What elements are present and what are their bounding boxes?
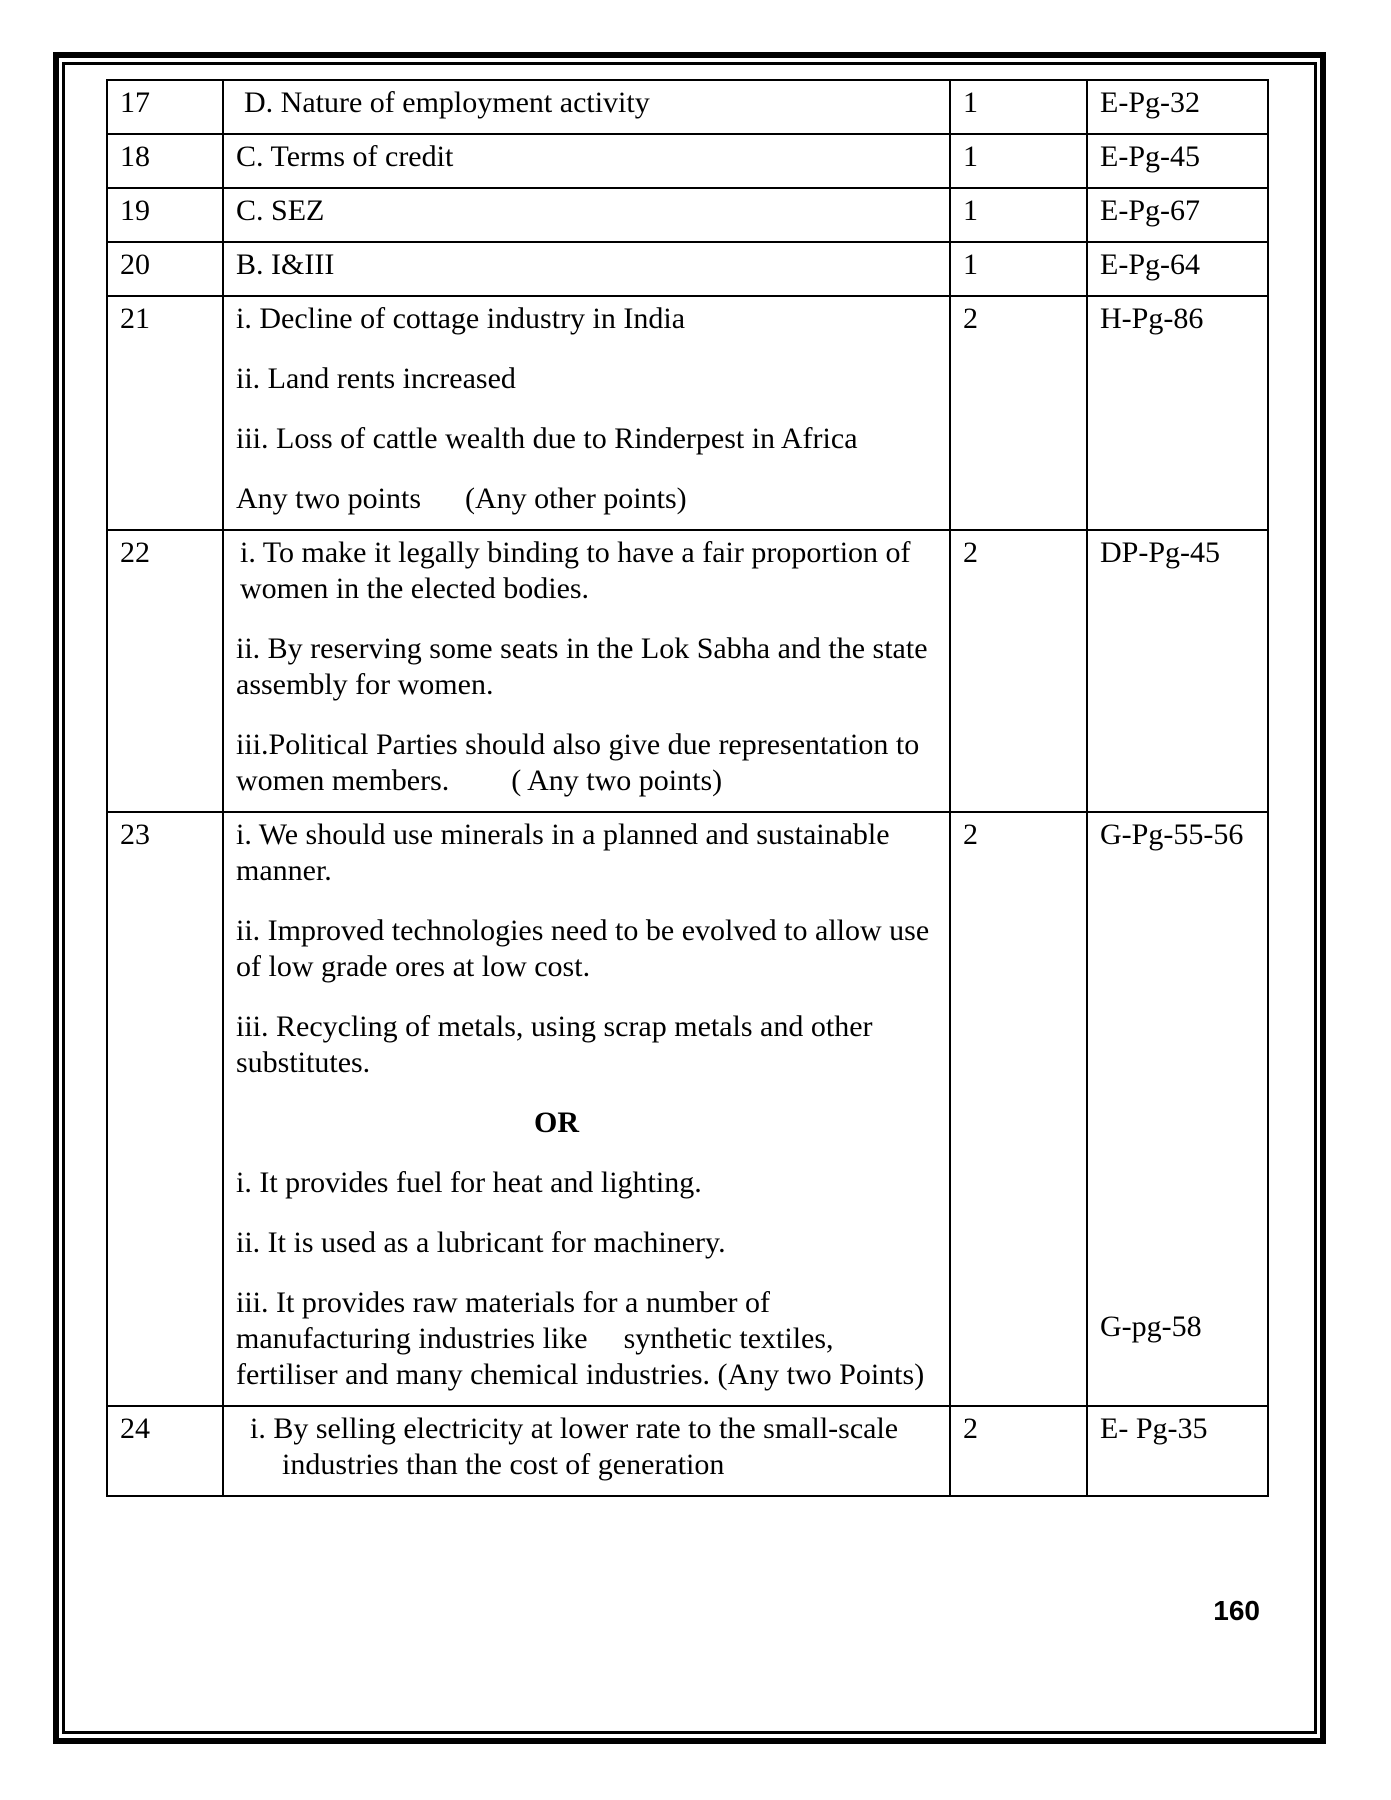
answer-point: ii. It is used as a lubricant for machinery. xyxy=(236,1226,726,1259)
answer-point: ii. Improved technologies need to be evolved to allow use of low grade ores at low cost. xyxy=(236,914,930,983)
answer-text: B. I&III xyxy=(223,242,950,296)
question-number: 21 xyxy=(107,296,223,530)
table-row xyxy=(107,188,1268,242)
question-number: 24 xyxy=(107,1406,223,1496)
page-reference: E-Pg-32 xyxy=(1087,80,1268,134)
page-reference-alternate: G-pg-58 xyxy=(1100,1310,1202,1343)
question-number: 19 xyxy=(107,188,223,242)
answer-point: i. To make it legally binding to have a fair proportion of women in the elected bodies. xyxy=(240,536,911,605)
answer-point: iii.Political Parties should also give due representation to women members. ( Any two points) xyxy=(236,728,920,797)
page-reference: E-Pg-67 xyxy=(1087,188,1268,242)
marks-cell: 1 xyxy=(950,134,1087,188)
table-row xyxy=(107,296,1268,530)
table-row xyxy=(107,1406,1268,1496)
answer-point: ii. Land rents increased xyxy=(236,362,516,395)
answer-text xyxy=(223,812,950,1406)
table-row xyxy=(107,134,1268,188)
question-number: 17 xyxy=(107,80,223,134)
marks-cell: 2 xyxy=(950,1406,1087,1496)
answer-text: C. SEZ xyxy=(223,188,950,242)
page-reference: E- Pg-35 xyxy=(1087,1406,1268,1496)
table-row xyxy=(107,812,1268,1406)
marks-cell: 2 xyxy=(950,530,1087,812)
marks-cell: 2 xyxy=(950,296,1087,530)
answer-point: iii. Recycling of metals, using scrap metals and other substitutes. xyxy=(236,1010,873,1079)
marks-cell: 1 xyxy=(950,188,1087,242)
answer-point: iii. It provides raw materials for a number of manufacturing industries like synthetic textiles, fertiliser and many chemical industries. (Any two Points) xyxy=(236,1286,925,1391)
answer-point: i. We should use minerals in a planned and sustainable manner. xyxy=(236,818,890,887)
or-separator: OR xyxy=(534,1106,579,1139)
question-number: 20 xyxy=(107,242,223,296)
page-reference xyxy=(1087,812,1268,1406)
answer-point: i. Decline of cottage industry in India xyxy=(236,302,686,335)
table-row xyxy=(107,530,1268,812)
marks-cell: 1 xyxy=(950,242,1087,296)
answer-point: i. It provides fuel for heat and lighting. xyxy=(236,1166,702,1199)
answer-point: ii. By reserving some seats in the Lok Sabha and the state assembly for women. xyxy=(236,632,928,701)
answer-key-table xyxy=(106,79,1269,1497)
page-reference: E-Pg-64 xyxy=(1087,242,1268,296)
answer-text xyxy=(223,1406,950,1496)
marks-cell: 2 xyxy=(950,812,1087,1406)
table-row xyxy=(107,80,1268,134)
page-reference: DP-Pg-45 xyxy=(1087,530,1268,812)
answer-point: iii. Loss of cattle wealth due to Rinderpest in Africa xyxy=(236,422,858,455)
answer-text: D. Nature of employment activity xyxy=(223,80,950,134)
table-row xyxy=(107,242,1268,296)
page-number: 160 xyxy=(1213,1595,1260,1626)
page-reference: E-Pg-45 xyxy=(1087,134,1268,188)
question-number: 22 xyxy=(107,530,223,812)
question-number: 23 xyxy=(107,812,223,1406)
answer-point: i. By selling electricity at lower rate to the small-scale industries than the cost of generation xyxy=(250,1412,899,1481)
marks-cell: 1 xyxy=(950,80,1087,134)
answer-text xyxy=(223,296,950,530)
answer-note: Any two points (Any other points) xyxy=(236,482,687,515)
page-reference: H-Pg-86 xyxy=(1087,296,1268,530)
answer-text: C. Terms of credit xyxy=(223,134,950,188)
answer-text xyxy=(223,530,950,812)
question-number: 18 xyxy=(107,134,223,188)
page-reference-primary: G-Pg-55-56 xyxy=(1100,818,1244,851)
